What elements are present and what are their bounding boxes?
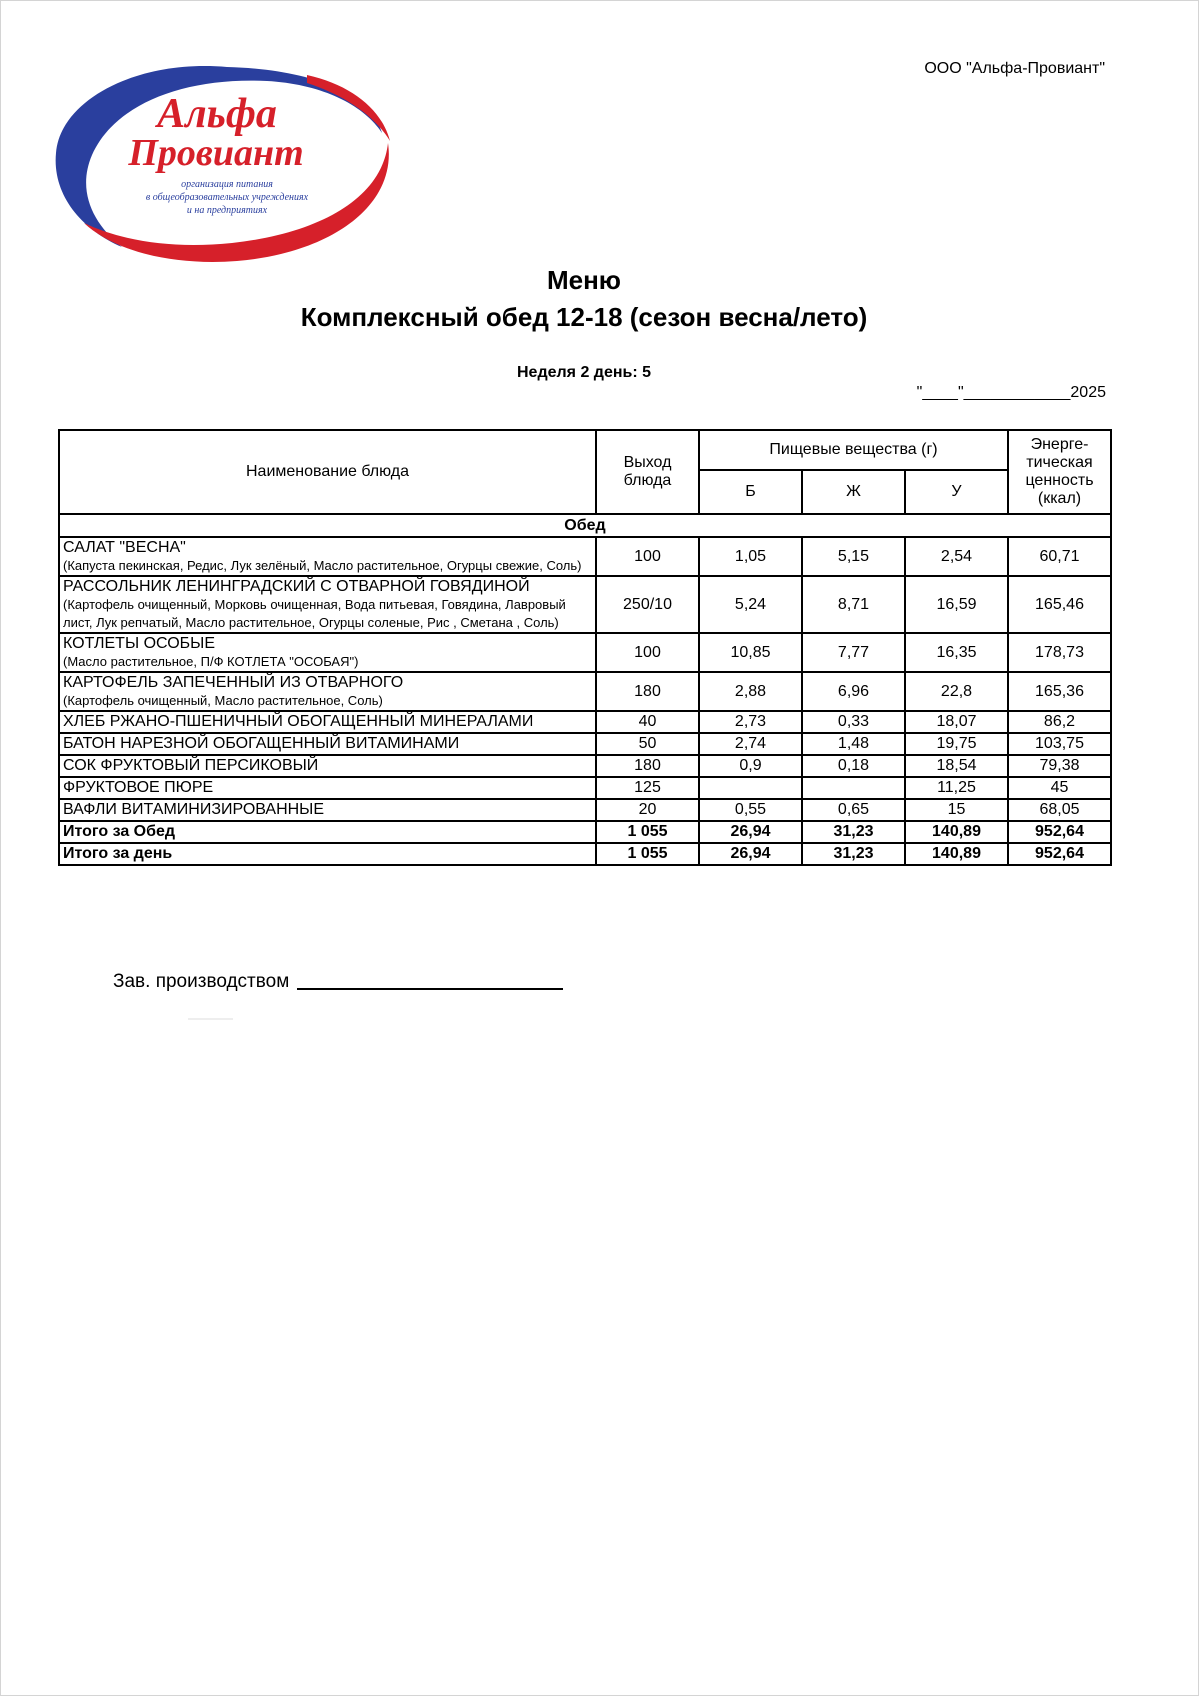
dish-cell xyxy=(59,672,596,711)
protein-cell: 0,9 xyxy=(699,755,802,777)
dish-cell xyxy=(59,576,596,633)
dish-name: БАТОН НАРЕЗНОЙ ОБОГАЩЕННЫЙ ВИТАМИНАМИ xyxy=(59,733,596,755)
logo-red-top-accent xyxy=(307,75,390,141)
header-protein: Б xyxy=(699,470,802,514)
fat-cell: 0,18 xyxy=(802,755,905,777)
carbs-cell: 22,8 xyxy=(905,672,1008,711)
company-name: ООО "Альфа-Провиант" xyxy=(924,60,1105,77)
yield-cell: 100 xyxy=(596,633,699,672)
header-nutrients: Пищевые вещества (г) xyxy=(699,430,1008,470)
dish-ingredients: (Картофель очищенный, Масло растительное, Соль) xyxy=(63,693,383,708)
kcal-cell: 165,36 xyxy=(1008,672,1111,711)
carbs-cell: 2,54 xyxy=(905,537,1008,576)
yield-cell: 180 xyxy=(596,755,699,777)
week-day-label: Неделя 2 день: 5 xyxy=(516,364,652,381)
kcal-cell: 45 xyxy=(1008,777,1111,799)
signature-label: Зав. производством xyxy=(113,971,290,992)
dish-name: ФРУКТОВОЕ ПЮРЕ xyxy=(59,777,596,799)
dish-name: РАССОЛЬНИК ЛЕНИНГРАДСКИЙ С ОТВАРНОЙ ГОВЯДИНОЙ xyxy=(63,578,530,595)
fat-cell: 0,33 xyxy=(802,711,905,733)
total-fat: 31,23 xyxy=(802,821,905,843)
kcal-cell: 68,05 xyxy=(1008,799,1111,821)
table-header-row xyxy=(59,430,1111,470)
dish-name: ХЛЕБ РЖАНО-ПШЕНИЧНЫЙ ОБОГАЩЕННЫЙ МИНЕРАЛАМИ xyxy=(59,711,596,733)
signature-line xyxy=(297,970,563,990)
table-row xyxy=(59,755,1111,777)
carbs-cell: 11,25 xyxy=(905,777,1008,799)
company-logo xyxy=(52,55,392,270)
dish-ingredients: (Масло растительное, П/Ф КОТЛЕТА "ОСОБАЯ") xyxy=(63,654,359,669)
fat-cell: 7,77 xyxy=(802,633,905,672)
carbs-cell: 18,07 xyxy=(905,711,1008,733)
table-row xyxy=(59,777,1111,799)
protein-cell: 1,05 xyxy=(699,537,802,576)
dish-name: СОК ФРУКТОВЫЙ ПЕРСИКОВЫЙ xyxy=(59,755,596,777)
table-row xyxy=(59,672,1111,711)
total-row-lunch xyxy=(59,821,1111,843)
total-row-day xyxy=(59,843,1111,865)
table-row xyxy=(59,799,1111,821)
dish-name: САЛАТ "ВЕСНА" xyxy=(63,539,186,556)
fat-cell: 0,65 xyxy=(802,799,905,821)
protein-cell xyxy=(699,777,802,799)
logo-tagline-2: в общеобразовательных учреждениях xyxy=(145,192,309,203)
yield-cell: 250/10 xyxy=(596,576,699,633)
kcal-cell: 86,2 xyxy=(1008,711,1111,733)
carbs-cell: 18,54 xyxy=(905,755,1008,777)
protein-cell: 2,88 xyxy=(699,672,802,711)
total-kcal: 952,64 xyxy=(1008,843,1111,865)
dish-name: КОТЛЕТЫ ОСОБЫЕ xyxy=(63,635,215,652)
protein-cell: 5,24 xyxy=(699,576,802,633)
yield-cell: 20 xyxy=(596,799,699,821)
dish-cell xyxy=(59,537,596,576)
yield-cell: 40 xyxy=(596,711,699,733)
date-line: "____"____________2025 xyxy=(916,384,1106,401)
dish-name: ВАФЛИ ВИТАМИНИЗИРОВАННЫЕ xyxy=(59,799,596,821)
kcal-cell: 103,75 xyxy=(1008,733,1111,755)
total-kcal: 952,64 xyxy=(1008,821,1111,843)
total-fat: 31,23 xyxy=(802,843,905,865)
total-label: Итого за день xyxy=(59,843,596,865)
section-title: Обед xyxy=(59,514,1111,537)
protein-cell: 2,74 xyxy=(699,733,802,755)
yield-cell: 180 xyxy=(596,672,699,711)
carbs-cell: 16,59 xyxy=(905,576,1008,633)
total-carbs: 140,89 xyxy=(905,821,1008,843)
logo-title-line1: Альфа xyxy=(157,91,277,137)
section-row xyxy=(59,514,1111,537)
protein-cell: 10,85 xyxy=(699,633,802,672)
table-row xyxy=(59,711,1111,733)
fat-cell: 5,15 xyxy=(802,537,905,576)
kcal-cell: 165,46 xyxy=(1008,576,1111,633)
signature-block xyxy=(113,970,563,993)
header-yield: Выход блюда xyxy=(596,430,699,514)
protein-cell: 0,55 xyxy=(699,799,802,821)
dish-ingredients: (Капуста пекинская, Редис, Лук зелёный, Масло растительное, Огурцы свежие, Соль) xyxy=(63,558,582,573)
dish-name: КАРТОФЕЛЬ ЗАПЕЧЕННЫЙ ИЗ ОТВАРНОГО xyxy=(63,674,404,691)
protein-cell: 2,73 xyxy=(699,711,802,733)
page-subtitle: Комплексный обед 12-18 (сезон весна/лето) xyxy=(300,302,868,332)
total-carbs: 140,89 xyxy=(905,843,1008,865)
kcal-cell: 178,73 xyxy=(1008,633,1111,672)
total-protein: 26,94 xyxy=(699,821,802,843)
fat-cell: 8,71 xyxy=(802,576,905,633)
carbs-cell: 16,35 xyxy=(905,633,1008,672)
yield-cell: 125 xyxy=(596,777,699,799)
header-energy: Энерге-тическая ценность (ккал) xyxy=(1008,430,1111,514)
fat-cell: 1,48 xyxy=(802,733,905,755)
header-fat: Ж xyxy=(802,470,905,514)
logo-title-line2: Провиант xyxy=(128,132,304,174)
table-row xyxy=(59,537,1111,576)
total-label: Итого за Обед xyxy=(59,821,596,843)
carbs-cell: 15 xyxy=(905,799,1008,821)
logo-tagline-3: и на предприятиях xyxy=(186,205,268,216)
faint-mark xyxy=(188,1018,233,1020)
yield-cell: 50 xyxy=(596,733,699,755)
dish-ingredients: (Картофель очищенный, Морковь очищенная, Вода питьевая, Говядина, Лавровый лист, Лук репчатый, Масло растительное, Огурцы соленые, Рис , Сметана , Соль) xyxy=(63,597,566,630)
table-row xyxy=(59,633,1111,672)
dish-cell xyxy=(59,633,596,672)
total-yield: 1 055 xyxy=(596,821,699,843)
table-row xyxy=(59,733,1111,755)
total-yield: 1 055 xyxy=(596,843,699,865)
yield-cell: 100 xyxy=(596,537,699,576)
kcal-cell: 79,38 xyxy=(1008,755,1111,777)
kcal-cell: 60,71 xyxy=(1008,537,1111,576)
carbs-cell: 19,75 xyxy=(905,733,1008,755)
table-row xyxy=(59,576,1111,633)
fat-cell: 6,96 xyxy=(802,672,905,711)
total-protein: 26,94 xyxy=(699,843,802,865)
header-dish: Наименование блюда xyxy=(59,430,596,514)
logo-tagline-1: организация питания xyxy=(181,179,273,190)
header-carbs: У xyxy=(905,470,1008,514)
page-title: Меню xyxy=(546,265,622,295)
fat-cell xyxy=(802,777,905,799)
menu-table xyxy=(58,429,1112,866)
